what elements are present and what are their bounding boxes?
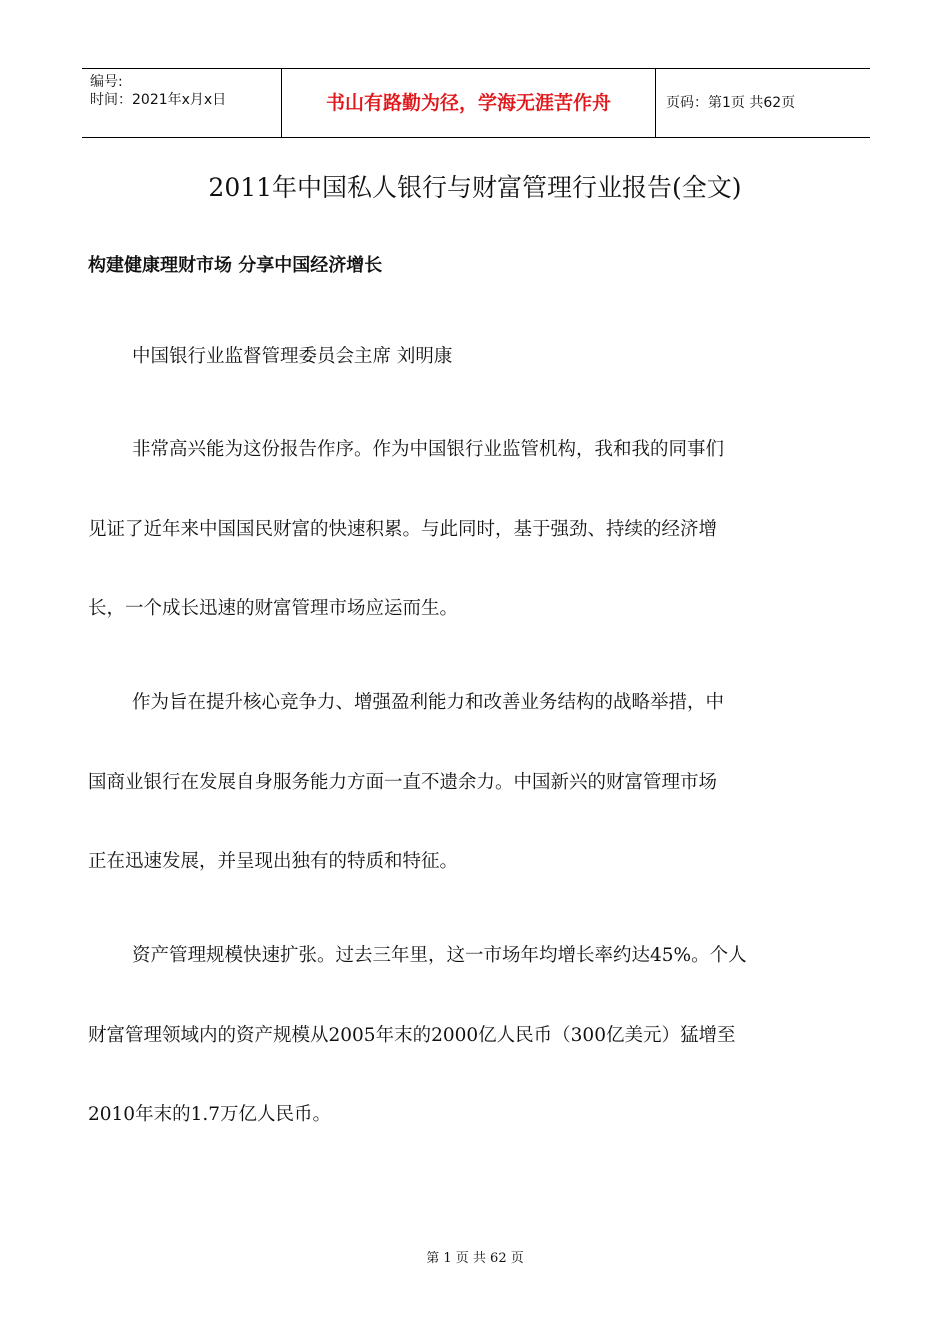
header-left-cell [82,69,281,137]
document-header [82,68,870,138]
header-page-number: 页码：第1页 共62页 [666,95,796,111]
document-title: 2011年中国私人银行与财富管理行业报告(全文) [208,173,742,202]
date-label: 时间：2021年x月x日 [90,92,227,108]
body-line: 资产管理规模快速扩张。过去三年里，这一市场年均增长率约达45%。个人 [132,945,747,966]
header-motto: 书山有路勤为径，学海无涯苦作舟 [281,69,656,137]
body-line: 正在迅速发展，并呈现出独有的特质和特征。 [88,851,459,872]
number-label: 编号: [90,74,123,90]
body-line: 2010年末的1.7万亿人民币。 [88,1104,332,1125]
body-line: 国商业银行在发展自身服务能力方面一直不遗余力。中国新兴的财富管理市场 [88,772,718,793]
body-line: 见证了近年来中国国民财富的快速积累。与此同时，基于强劲、持续的经济增 [88,519,718,540]
body-line: 非常高兴能为这份报告作序。作为中国银行业监管机构，我和我的同事们 [132,439,725,460]
body-line: 作为旨在提升核心竞争力、增强盈利能力和改善业务结构的战略举措，中 [132,692,725,713]
body-line: 财富管理领域内的资产规模从2005年末的2000亿人民币（300亿美元）猛增至 [88,1025,736,1046]
author-line: 中国银行业监督管理委员会主席 刘明康 [132,346,453,367]
body-line: 长，一个成长迅速的财富管理市场应运而生。 [88,598,459,619]
page-footer: 第 1 页 共 62 页 [426,1251,524,1266]
document-subtitle: 构建健康理财市场 分享中国经济增长 [88,255,383,276]
